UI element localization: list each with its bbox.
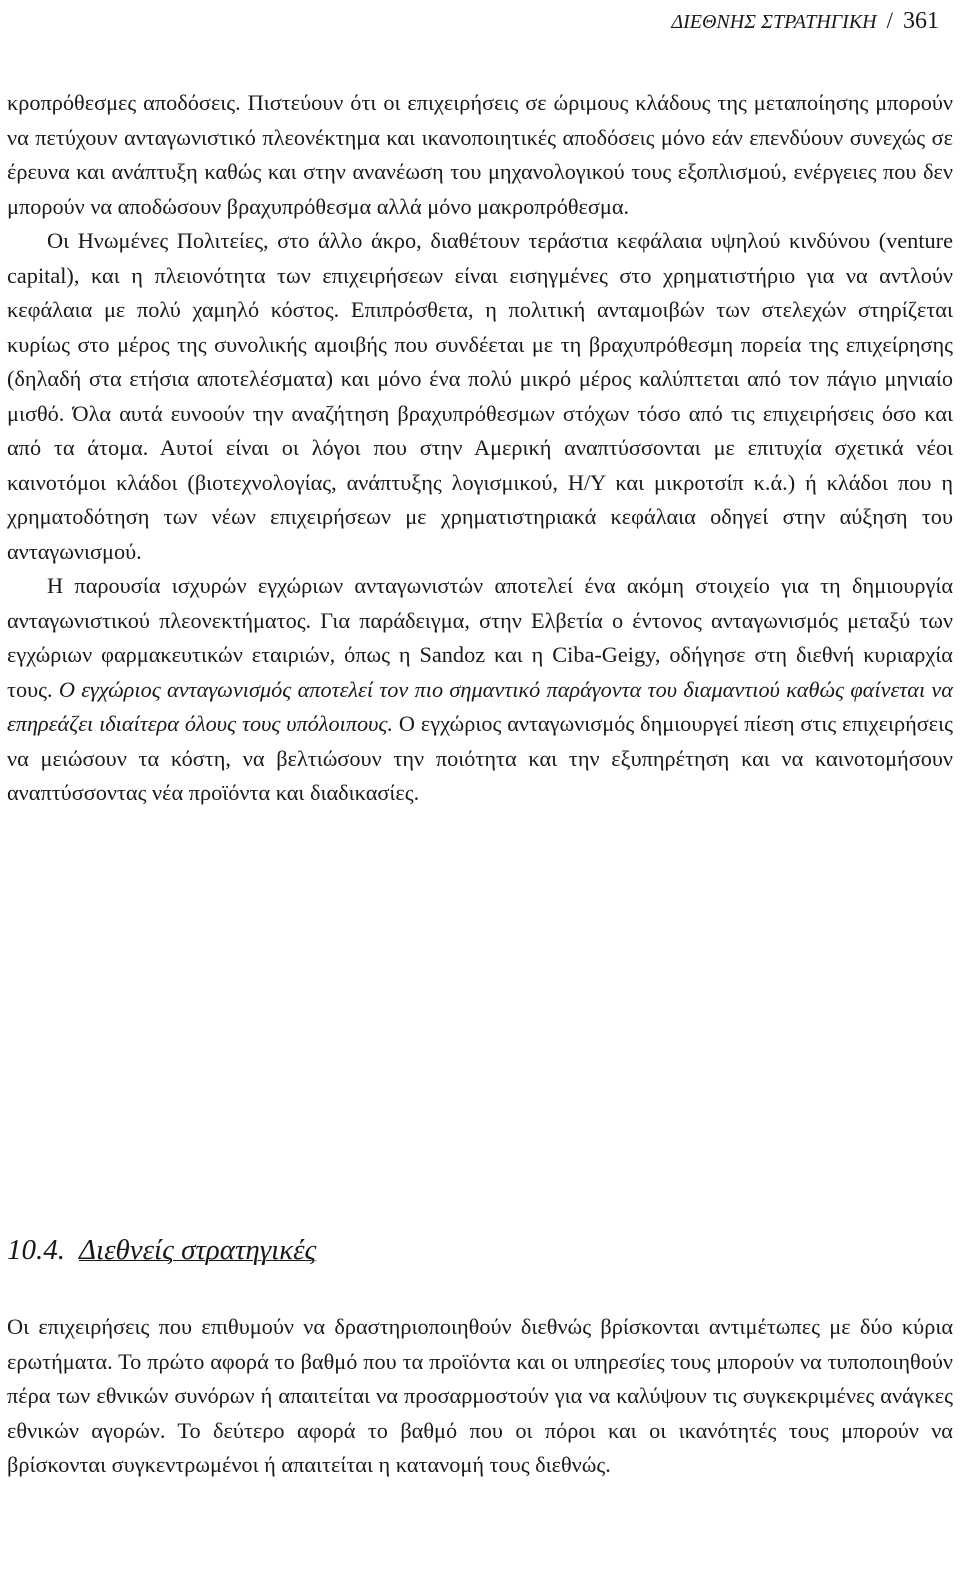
running-title: ΔΙΕΘΝΗΣ ΣΤΡΑΤΗΓΙΚΗ bbox=[671, 11, 877, 33]
section-paragraph: Οι επιχειρήσεις που επιθυμούν να δραστηριοποιηθούν διεθνώς βρίσκονται αντιμέτωπες με δύο κύρια ερωτήματα. Το πρώτο αφορά το βαθμό που τα προϊόντα και οι υπηρεσίες τους μπορούν να τυποποιηθούν πέρα των εθνικών συνόρων ή απαιτείται να προσαρμοστούν για να καλύψουν τις συγκεκριμένες ανάγκες εθνικών αγορών. Το δεύτερο αφορά το βαθμό που οι πόροι και οι ικανότητές τους μπορούν να βρίσκονται συγκεντρωμένοι ή απαιτείται η κατανομή τους διεθνώς. bbox=[7, 1314, 953, 1477]
paragraph-domestic-competition-end: Ο εγχώριος ανταγωνισμός δημιουργεί πίεση στις επιχειρήσεις να μειώσουν τα κόστη, να βελτιώσουν την ποιότητα και την εξυπηρέτηση και να καινοτομήσουν αναπτύσσοντας νέα προϊόντα και διαδικασίες. bbox=[7, 711, 953, 805]
header-separator: / bbox=[886, 8, 893, 33]
section-heading bbox=[7, 1230, 316, 1270]
paragraph-domestic-competition-emphasis: Ο εγχώριος ανταγωνισμός αποτελεί τον πιο σημαντικό παράγοντα του διαμαντιού καθώς φαίνεται να επηρεάζει ιδιαίτερα όλους τους υπόλοιπους. bbox=[7, 676, 954, 736]
paragraph-domestic-competition bbox=[7, 569, 953, 811]
paragraph-domestic-competition-start: Η παρουσία ισχυρών εγχώριων ανταγωνιστών αποτελεί ένα ακόμη στοιχείο για τη δημιουργία ανταγωνιστικού πλεονεκτήματος. Για παράδειγμα, στην Ελβετία ο έντονος ανταγωνισμός μεταξύ των εγχώριων φαρμακευτικών εταιριών, όπως η Sandoz και η Ciba-Geigy, οδήγησε στη διεθνή κυριαρχία τους. bbox=[7, 573, 953, 702]
paragraph-united-states: Οι Ηνωμένες Πολιτείες, στο άλλο άκρο, διαθέτουν τεράστια κεφάλαια υψηλού κινδύνου (venture capital), και η πλειονότητα των επιχειρήσεων είναι εισηγμένες στο χρηματιστήριο για να αντλούν κεφάλαια με πολύ χαμηλό κόστος. Επιπρόσθετα, η πολιτική ανταμοιβών των στελεχών στηρίζεται κυρίως στο μέρος της συνολικής αμοιβής που συνδέεται με τη βραχυπρόθεσμη πορεία της επιχείρησης (δηλαδή στα ετήσια αποτελέσματα) και μόνο ένα πολύ μικρό μέρος καλύπτεται από τον πάγιο μηνιαίο μισθό. Όλα αυτά ευνοούν την αναζήτηση βραχυπρόθεσμων στόχων τόσο από τις επιχειρήσεις όσο και από τα άτομα. Αυτοί είναι οι λόγοι που στην Αμερική αναπτύσσονται με επιτυχία σχετικά νέοι καινοτόμοι κλάδοι (βιοτεχνολογίας, ανάπτυξης λογισμικού, Η/Υ και μικροτσίπ κ.ά.) ή κλάδοι που η χρηματοδότηση των νέων επιχειρήσεων με χρηματιστηριακά κεφάλαια οδηγεί στην αύξηση του ανταγωνισμού. bbox=[7, 228, 953, 564]
section-body-text bbox=[7, 1310, 953, 1483]
running-header bbox=[671, 6, 939, 37]
body-text bbox=[7, 86, 953, 811]
section-number: 10.4. bbox=[7, 1234, 65, 1266]
paragraph-continued: κροπρόθεσμες αποδόσεις. Πιστεύουν ότι οι επιχειρήσεις σε ώριμους κλάδους της μεταποίησης μπορούν να πετύχουν ανταγωνιστικό πλεονέκτημα και ικανοποιητικές αποδόσεις μόνο εάν επενδύουν συνεχώς σε έρευνα και ανάπτυξη καθώς και στην ανανέωση του μηχανολογικού τους εξοπλισμού, ενέργειες που δεν μπορούν να αποδώσουν βραχυπρόθεσμα αλλά μόνο μακροπρόθεσμα. bbox=[7, 90, 953, 219]
section-title: Διεθνείς στρατηγικές bbox=[79, 1234, 317, 1266]
page-number: 361 bbox=[903, 8, 939, 34]
